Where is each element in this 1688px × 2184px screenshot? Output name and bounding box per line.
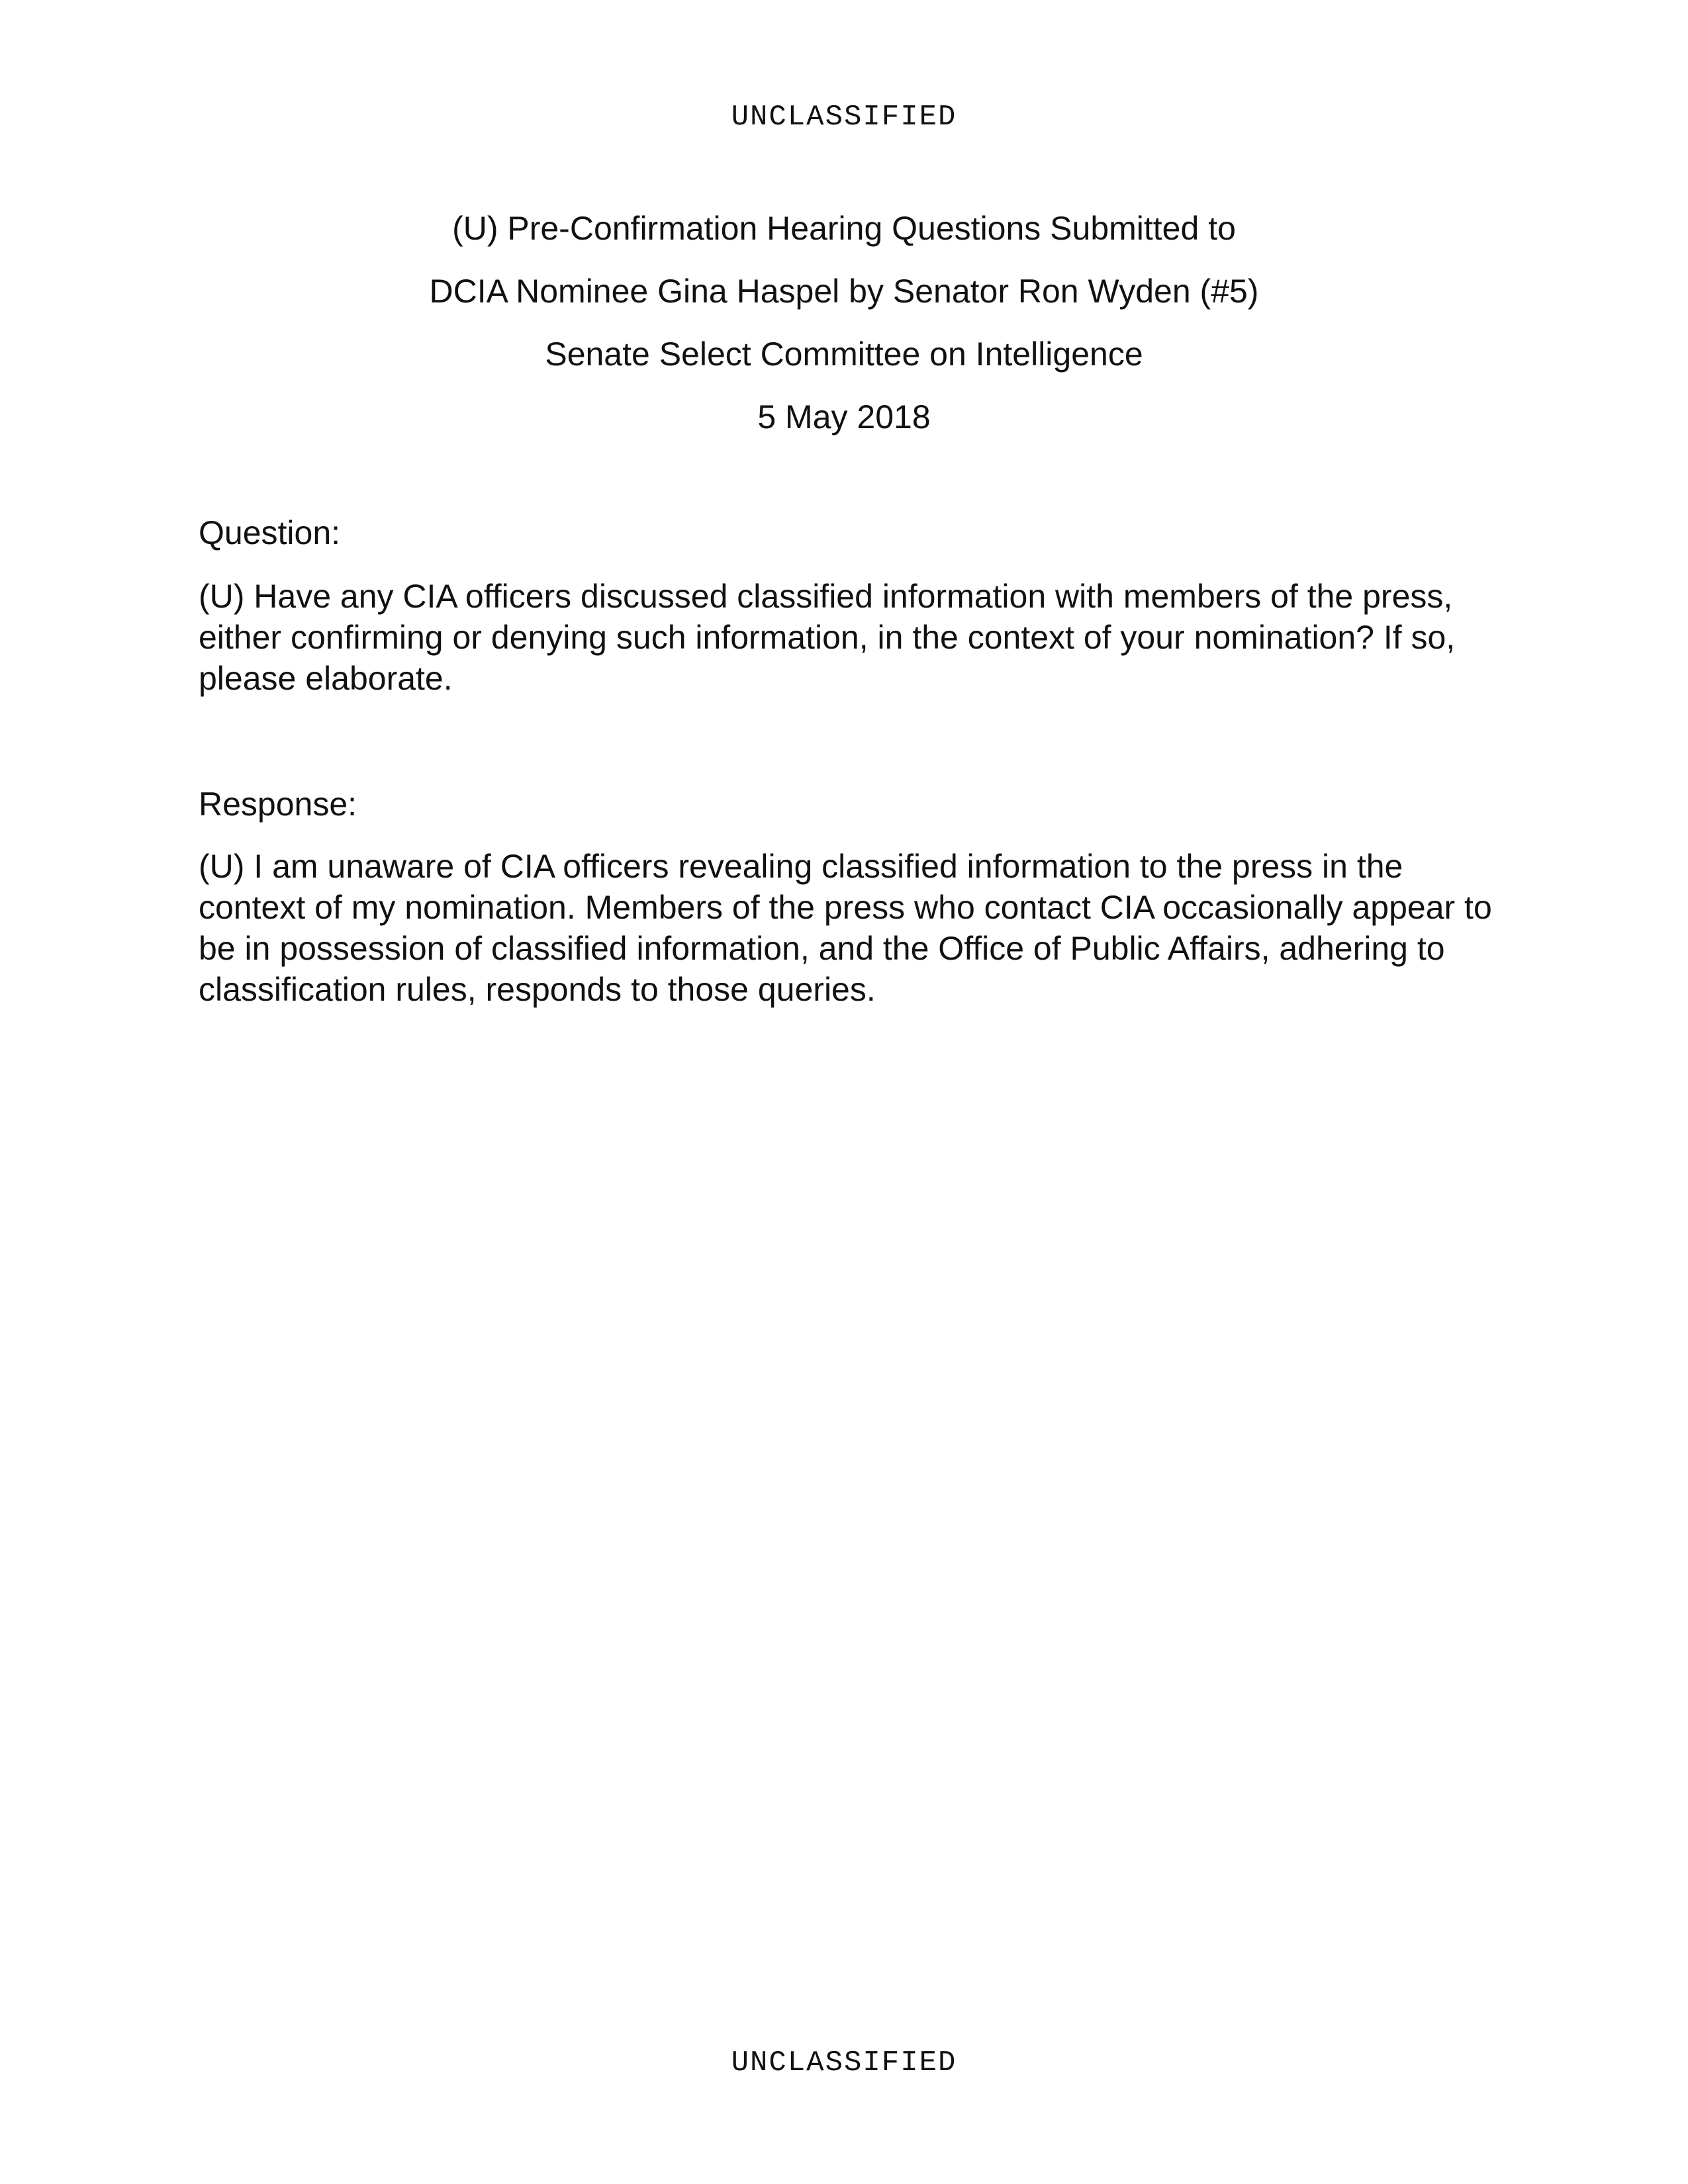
classification-header: UNCLASSIFIED <box>731 101 957 134</box>
question-text: (U) Have any CIA officers discussed classified information with members of the press, either confirming or denying such information, in the context of your nomination? If so, please elaborate. <box>199 578 1456 697</box>
title-line-3: Senate Select Committee on Intelligence <box>545 336 1143 373</box>
response-text: (U) I am unaware of CIA officers revealing classified information to the press in the context of my nomination. Members of the press who contact CIA occasionally appear to be in possession of classified information, and the Office of Public Affairs, adhering to classification rules, responds to those queries. <box>199 848 1492 1008</box>
classification-footer: UNCLASSIFIED <box>731 2046 957 2079</box>
question-label: Question: <box>199 514 341 551</box>
title-line-2: DCIA Nominee Gina Haspel by Senator Ron Wyden (#5) <box>429 273 1259 310</box>
response-label: Response: <box>199 786 357 823</box>
title-date: 5 May 2018 <box>757 398 931 435</box>
document-title <box>0 197 1688 449</box>
title-line-1: (U) Pre-Confirmation Hearing Questions Submitted to <box>452 210 1236 247</box>
